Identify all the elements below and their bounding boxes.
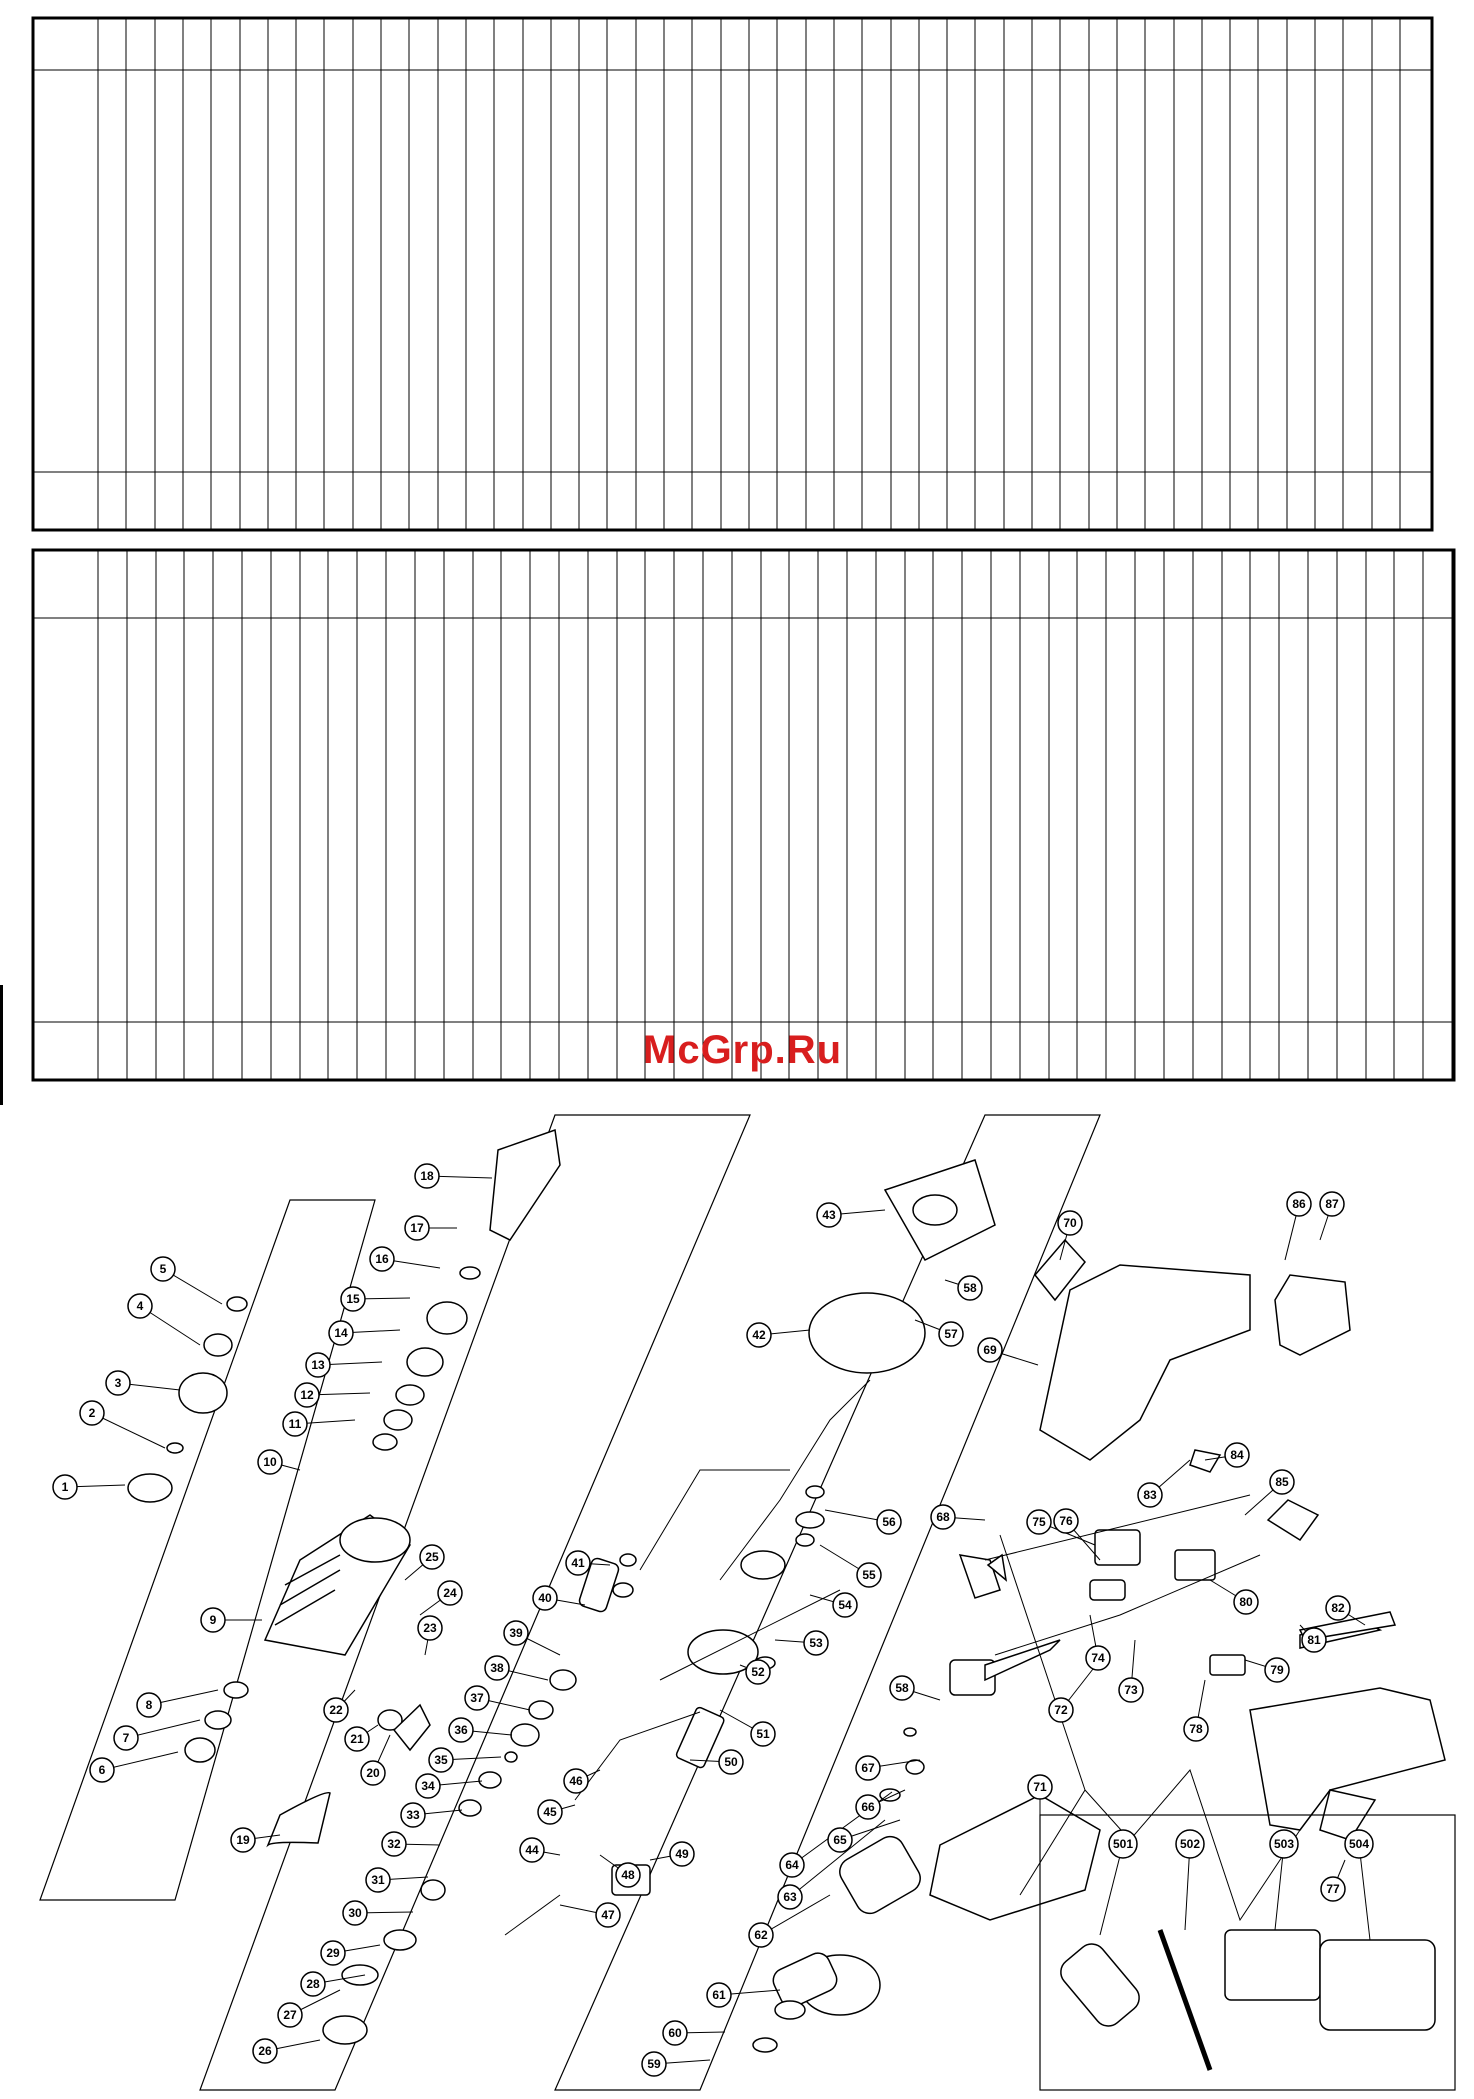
- callout-32: [382, 1832, 440, 1856]
- part-number-label: 59: [647, 2057, 661, 2071]
- battery-drawing: [930, 1795, 1100, 1920]
- part-number-label: 10: [263, 1455, 277, 1469]
- callout-1: [53, 1475, 125, 1499]
- part-number-label: 15: [346, 1292, 360, 1306]
- part-number-label: 2: [88, 1406, 96, 1420]
- part-number-label: 22: [329, 1703, 343, 1717]
- part-number-label: 504: [1348, 1837, 1370, 1851]
- part-number-label: 7: [122, 1731, 130, 1745]
- callout-58: [945, 1276, 982, 1300]
- part-number-label: 4: [136, 1299, 144, 1313]
- part-number-label: 63: [783, 1890, 797, 1904]
- callout-501: [1100, 1830, 1137, 1935]
- part-number-label: 52: [751, 1665, 765, 1679]
- callout-6: [90, 1752, 178, 1782]
- part-number-label: 76: [1059, 1514, 1073, 1528]
- part-number-label: 53: [809, 1636, 823, 1650]
- part-number-label: 9: [209, 1613, 217, 1627]
- part-number-label: 40: [538, 1591, 552, 1605]
- callout-45: [538, 1800, 575, 1824]
- part-number-label: 69: [983, 1343, 997, 1357]
- part-number-label: 11: [288, 1417, 302, 1431]
- callout-4: [128, 1294, 200, 1345]
- part-number-label: 58: [963, 1281, 977, 1295]
- motor-housing-drawing: [1040, 1265, 1250, 1460]
- part-number-label: 79: [1270, 1663, 1284, 1677]
- callout-47: [560, 1903, 620, 1927]
- callout-24: [420, 1581, 462, 1615]
- callout-77: [1321, 1860, 1345, 1901]
- part-number-label: 80: [1239, 1595, 1253, 1609]
- callout-8: [137, 1690, 218, 1717]
- callout-503: [1270, 1830, 1298, 1930]
- callout-22: [324, 1690, 355, 1722]
- parts-table-lower: [33, 550, 1454, 1080]
- part-number-label: 56: [882, 1515, 896, 1529]
- callout-25: [405, 1545, 444, 1580]
- callout-34: [416, 1774, 482, 1798]
- callout-55: [820, 1545, 881, 1587]
- part-number-label: 48: [621, 1868, 635, 1882]
- callout-38: [485, 1656, 548, 1680]
- part-number-label: 17: [410, 1221, 424, 1235]
- callout-74: [1086, 1615, 1110, 1670]
- callout-36: [449, 1718, 512, 1742]
- callout-2: [80, 1401, 165, 1448]
- part-number-label: 39: [509, 1626, 523, 1640]
- part-number-label: 85: [1275, 1475, 1289, 1489]
- chuck-cap-drawing: [128, 1474, 172, 1502]
- part-number-label: 5: [159, 1262, 167, 1276]
- part-number-label: 65: [833, 1833, 847, 1847]
- callout-51: [720, 1710, 775, 1746]
- callout-30: [343, 1901, 413, 1925]
- part-number-label: 71: [1033, 1780, 1047, 1794]
- callout-14: [329, 1321, 400, 1345]
- part-number-label: 8: [145, 1698, 153, 1712]
- callout-87: [1320, 1192, 1344, 1240]
- margin-bar: [0, 985, 3, 1105]
- callout-16: [370, 1247, 440, 1271]
- part-number-label: 13: [311, 1358, 325, 1372]
- part-number-label: 84: [1230, 1448, 1244, 1462]
- callout-10: [258, 1450, 300, 1474]
- part-number-label: 75: [1032, 1515, 1046, 1529]
- part-number-label: 3: [114, 1376, 122, 1390]
- callout-48: [600, 1855, 640, 1887]
- part-number-label: 32: [387, 1837, 401, 1851]
- part-number-label: 66: [861, 1800, 875, 1814]
- part-number-label: 1: [61, 1480, 69, 1494]
- part-number-label: 58: [895, 1681, 909, 1695]
- callout-29: [321, 1941, 380, 1965]
- callout-43: [817, 1203, 885, 1227]
- part-number-label: 49: [675, 1847, 689, 1861]
- callout-13: [306, 1353, 382, 1377]
- part-number-label: 37: [470, 1691, 484, 1705]
- callout-69: [978, 1338, 1038, 1365]
- side-handle-pad-drawing: [268, 1793, 330, 1845]
- part-number-label: 16: [375, 1252, 389, 1266]
- part-number-label: 83: [1143, 1488, 1157, 1502]
- part-number-label: 74: [1091, 1651, 1105, 1665]
- part-number-label: 68: [936, 1510, 950, 1524]
- callout-76: [1054, 1509, 1100, 1560]
- part-number-label: 35: [434, 1753, 448, 1767]
- callout-58: [890, 1676, 940, 1700]
- callout-86: [1285, 1192, 1311, 1260]
- callout-37: [465, 1686, 530, 1710]
- part-number-label: 46: [569, 1774, 583, 1788]
- callout-35: [429, 1748, 501, 1772]
- callout-73: [1119, 1640, 1143, 1702]
- callout-68: [931, 1505, 985, 1529]
- callout-23: [418, 1616, 442, 1655]
- part-number-label: 55: [862, 1568, 876, 1582]
- handle-cover-drawing: [1275, 1275, 1350, 1355]
- callout-61: [707, 1983, 780, 2007]
- part-number-label: 501: [1112, 1837, 1134, 1851]
- part-number-label: 78: [1189, 1722, 1203, 1736]
- callout-42: [747, 1323, 810, 1347]
- part-number-label: 64: [785, 1858, 799, 1872]
- callout-5: [151, 1257, 222, 1304]
- side-handle-drawing: [1055, 1938, 1145, 2031]
- part-number-label: 81: [1307, 1633, 1321, 1647]
- callout-80: [1210, 1580, 1258, 1614]
- callout-59: [642, 2052, 710, 2076]
- parts-table-upper: [33, 18, 1432, 530]
- part-number-label: 34: [421, 1779, 435, 1793]
- callout-3: [106, 1371, 180, 1395]
- part-number-label: 503: [1273, 1837, 1295, 1851]
- callout-18: [415, 1164, 492, 1188]
- callout-56: [825, 1510, 901, 1534]
- callout-31: [366, 1868, 428, 1892]
- callout-26: [253, 2039, 320, 2063]
- accessories-illustrations: [1055, 1930, 1435, 2070]
- part-number-label: 77: [1326, 1882, 1340, 1896]
- callout-40: [533, 1586, 585, 1610]
- part-number-label: 19: [236, 1833, 250, 1847]
- part-number-label: 51: [756, 1727, 770, 1741]
- part-number-label: 42: [752, 1328, 766, 1342]
- callout-79: [1245, 1658, 1289, 1682]
- part-number-label: 36: [454, 1723, 468, 1737]
- part-number-label: 30: [348, 1906, 362, 1920]
- part-number-label: 44: [525, 1843, 539, 1857]
- part-number-label: 6: [98, 1763, 106, 1777]
- callout-21: [345, 1725, 378, 1751]
- part-number-label: 45: [543, 1805, 557, 1819]
- part-number-label: 38: [490, 1661, 504, 1675]
- part-number-label: 20: [366, 1766, 380, 1780]
- part-number-label: 12: [300, 1388, 314, 1402]
- callout-15: [341, 1287, 410, 1311]
- watermark: McGrp.Ru: [643, 1028, 843, 1072]
- part-number-label: 50: [724, 1755, 738, 1769]
- group-outline-motor: [555, 1115, 1100, 2090]
- part-number-label: 62: [754, 1928, 768, 1942]
- part-number-label: 87: [1325, 1197, 1339, 1211]
- part-number-label: 31: [371, 1873, 385, 1887]
- part-number-label: 24: [443, 1586, 457, 1600]
- part-number-label: 21: [350, 1732, 364, 1746]
- carrying-case-drawing: [1320, 1940, 1435, 2030]
- part-number-label: 57: [944, 1327, 958, 1341]
- part-number-label: 502: [1179, 1837, 1201, 1851]
- callout-44: [520, 1838, 560, 1862]
- callout-46: [564, 1769, 600, 1793]
- part-number-label: 73: [1124, 1683, 1138, 1697]
- callout-504: [1345, 1830, 1373, 1940]
- part-number-label: 14: [334, 1326, 348, 1340]
- part-number-label: 28: [306, 1977, 320, 1991]
- callout-12: [295, 1383, 370, 1407]
- part-number-label: 54: [838, 1598, 852, 1612]
- part-number-label: 41: [571, 1556, 585, 1570]
- part-number-label: 60: [668, 2026, 682, 2040]
- part-number-label: 67: [861, 1761, 875, 1775]
- part-number-label: 86: [1292, 1197, 1306, 1211]
- callout-11: [283, 1412, 355, 1436]
- part-number-label: 23: [423, 1621, 437, 1635]
- callout-53: [775, 1631, 828, 1655]
- callout-60: [663, 2021, 725, 2045]
- part-number-label: 47: [601, 1908, 615, 1922]
- part-number-label: 18: [420, 1169, 434, 1183]
- part-number-label: 43: [822, 1208, 836, 1222]
- callout-49: [650, 1842, 694, 1866]
- callout-83: [1138, 1460, 1190, 1507]
- part-number-label: 25: [425, 1550, 439, 1564]
- callout-17: [405, 1216, 457, 1240]
- callout-33: [401, 1803, 462, 1827]
- callout-502: [1176, 1830, 1204, 1930]
- callout-78: [1184, 1680, 1208, 1741]
- charger-drawing: [1225, 1930, 1320, 2000]
- part-number-label: 82: [1331, 1601, 1345, 1615]
- part-number-label: 72: [1054, 1703, 1068, 1717]
- part-number-label: 26: [258, 2044, 272, 2058]
- part-number-label: 27: [283, 2008, 297, 2022]
- callout-54: [810, 1593, 857, 1617]
- part-number-label: 29: [326, 1946, 340, 1960]
- part-number-label: 70: [1063, 1216, 1077, 1230]
- part-number-label: 61: [712, 1988, 726, 2002]
- part-number-label: 33: [406, 1808, 420, 1822]
- cylinder-drawing: [490, 1130, 560, 1240]
